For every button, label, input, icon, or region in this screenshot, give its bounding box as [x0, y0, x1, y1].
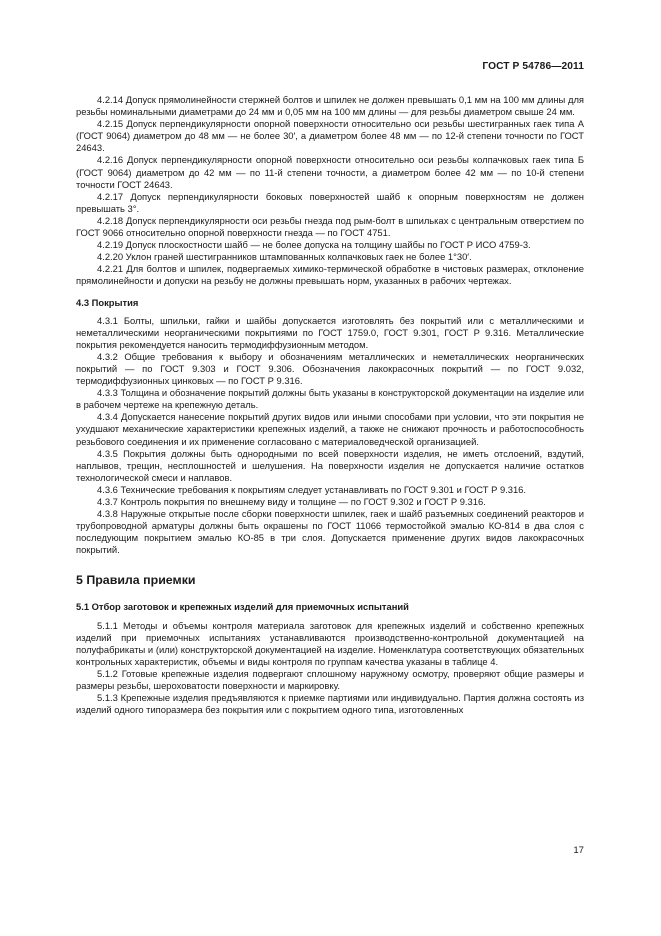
paragraph-4-3-3: 4.3.3 Толщина и обозначение покрытий должны быть указаны в конструкторской документации на изделие или в рабочем чертеже на крепежную деталь. — [76, 387, 584, 411]
page-content — [76, 94, 584, 716]
standard-code-header: ГОСТ Р 54786—2011 — [482, 61, 584, 72]
paragraph-5-1-3: 5.1.3 Крепежные изделия предъявляются к приемке партиями или индивидуально. Партия должна состоять из изделий одного типоразмера без покрытия или с покрытием одного типа, изготовленных — [76, 692, 584, 716]
paragraph-4-3-8: 4.3.8 Наружные открытые после сборки поверхности шпилек, гаек и шайб разъемных соединений реакторов и трубопроводной арматуры должны быть окрашены по ГОСТ 11066 термостойкой эмалью КО-814 в два слоя с последующим покрытием эмалью КО-85 в три слоя. Допускается применение других видов лакокрасочных покрытий. — [76, 508, 584, 556]
paragraph-4-3-2: 4.3.2 Общие требования к выбору и обозначениям металлических и неметаллических неорганических покрытий — по ГОСТ 9.303 и ГОСТ 9.306. Обозначения лакокрасочных покрытий — по ГОСТ 9.032, термодиффузионных цинковых — по ГОСТ Р 9.316. — [76, 350, 584, 387]
paragraph-4-3-4: 4.3.4 Допускается нанесение покрытий других видов или иными способами при условии, что эти покрытия не ухудшают механические характеристики крепежных изделий, а также не снижают прочность и работоспособность резьбового соединения и их применение согласовано с материаловедческой организацией. — [76, 411, 584, 447]
paragraph-4-3-5: 4.3.5 Покрытия должны быть однородными по всей поверхности изделия, не иметь отслоений, вздутий, наплывов, трещин, несплошностей и шелушения. На поверхности изделия не допускается наличие остатков технологической смеси и наплавов. — [76, 447, 584, 483]
paragraph-5-1-2: 5.1.2 Готовые крепежные изделия подвергают сплошному наружному осмотру, проверяют общие размеры и размеры резьбы, шероховатости поверхности и маркировку. — [76, 667, 584, 692]
paragraph-4-2-14: 4.2.14 Допуск прямолинейности стержней болтов и шпилек не должен превышать 0,1 мм на 100 мм длины для резьбы номинальными диаметрами до 24 мм и 0,05 мм на 100 мм длины — для резьбы диаметром свыше 24 мм. — [76, 94, 584, 118]
section-4-3-heading: 4.3 Покрытия — [76, 296, 139, 308]
page-number: 17 — [573, 845, 584, 856]
chapter-5-heading: 5 Правила приемки — [76, 573, 196, 588]
paragraph-4-2-18: 4.2.18 Допуск перпендикулярности оси резьбы гнезда под рым-болт в шпильках с центральным отверстием по ГОСТ 9066 относительно опорной поверхности гнезда — по ГОСТ 4751. — [76, 214, 584, 239]
paragraph-4-2-17: 4.2.17 Допуск перпендикулярности боковых поверхностей шайб к опорным поверхностям не должен превышать 3°. — [76, 190, 584, 214]
paragraph-4-2-16: 4.2.16 Допуск перпендикулярности опорной поверхности относительно оси резьбы колпачковых гаек типа Б (ГОСТ 9064) диаметром до 42 мм — по 11-й степени точности, а диаметром более 42 мм — по 10-й степени точности ГОСТ 24643. — [76, 154, 584, 190]
paragraph-4-3-6: 4.3.6 Технические требования к покрытиям следует устанавливать по ГОСТ 9.301 и ГОСТ Р 9.316. — [97, 483, 527, 495]
paragraph-4-2-20: 4.2.20 Уклон граней шестигранников штампованных колпачковых гаек не более 1°30′. — [97, 251, 472, 263]
paragraph-4-2-19: 4.2.19 Допуск плоскостности шайб — не более допуска на толщину шайбы по ГОСТ Р ИСО 4759-3. — [97, 239, 531, 251]
paragraph-4-3-7: 4.3.7 Контроль покрытия по внешнему виду и толщине — по ГОСТ 9.302 и ГОСТ Р 9.316. — [97, 496, 486, 507]
paragraph-4-2-21: 4.2.21 Для болтов и шпилек, подвергаемых химико-термической обработке в чистовых размерах, отклонение прямолинейности и допуски на резьбу не должны превышать норм, указанных в рабочих чертежах. — [76, 263, 584, 287]
paragraph-5-1-1: 5.1.1 Методы и объемы контроля материала заготовок для крепежных изделий и собственно крепежных изделий при приемочных испытаниях устанавливаются производственно-контрольной документацией на полуфабрикаты и (или) конструкторской документацией на изделие. Номенклатура соответствующих обязательных контрольных характеристик, объемы и виды контроля по группам качества указаны в таблице 4. — [76, 619, 584, 667]
section-5-1-heading: 5.1 Отбор заготовок и крепежных изделий для приемочных испытаний — [76, 601, 409, 613]
paragraph-4-2-15: 4.2.15 Допуск перпендикулярности опорной поверхности относительно оси резьбы шестигранных гаек типа А (ГОСТ 9064) диаметром до 48 мм — не более 30′, а диаметром более 48 мм — по 12-й степени точности по ГОСТ 24643. — [76, 118, 584, 154]
paragraph-4-3-1: 4.3.1 Болты, шпильки, гайки и шайбы допускается изготовлять без покрытий или с металлическими и неметаллическими неорганическими покрытиями по ГОСТ 1759.0, ГОСТ 9.301, ГОСТ Р 9.316. Металлические покрытия рекомендуется наносить термодиффузионным методом. — [76, 314, 584, 350]
